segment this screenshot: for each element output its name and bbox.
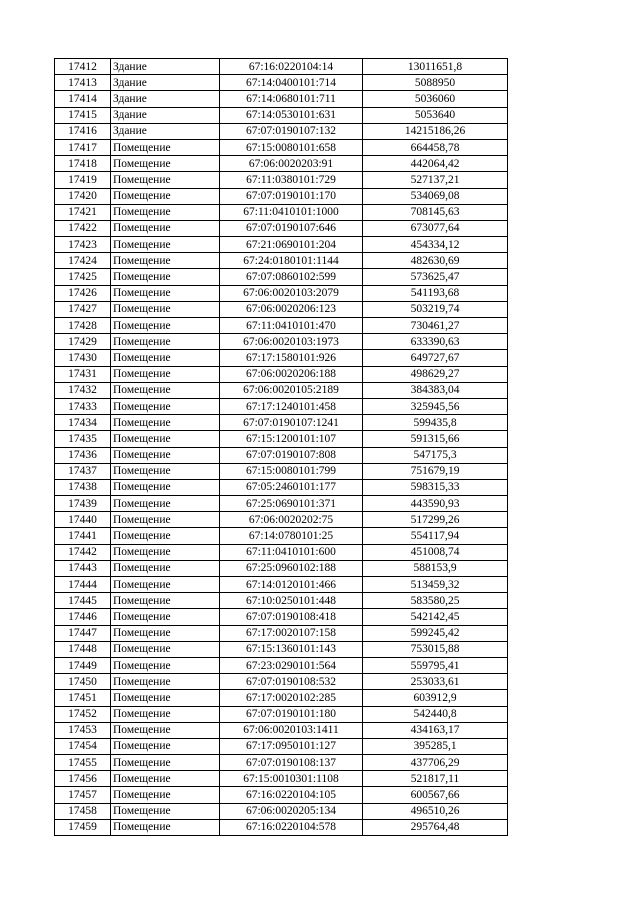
row-number-cell: 17437: [55, 463, 111, 479]
table-row: [55, 237, 508, 253]
cadastral-value-cell: 591315,66: [363, 431, 508, 447]
object-type-cell: Помещение: [111, 803, 220, 819]
row-number-cell: 17453: [55, 722, 111, 738]
row-number-cell: 17432: [55, 382, 111, 398]
table-row: [55, 91, 508, 107]
table-row: [55, 431, 508, 447]
cadastral-value-cell: 598315,33: [363, 479, 508, 495]
object-type-cell: Помещение: [111, 738, 220, 754]
cadastral-number-cell: 67:11:0410101:470: [220, 318, 363, 334]
row-number-cell: 17457: [55, 787, 111, 803]
cadastral-value-cell: 496510,26: [363, 803, 508, 819]
cadastral-number-cell: 67:16:0220104:105: [220, 787, 363, 803]
cadastral-number-cell: 67:24:0180101:1144: [220, 253, 363, 269]
cadastral-number-cell: 67:21:0690101:204: [220, 237, 363, 253]
table-row: [55, 657, 508, 673]
table-row: [55, 528, 508, 544]
row-number-cell: 17430: [55, 350, 111, 366]
object-type-cell: Помещение: [111, 318, 220, 334]
table-row: [55, 204, 508, 220]
cadastral-value-cell: 14215186,26: [363, 123, 508, 139]
object-type-cell: Помещение: [111, 560, 220, 576]
cadastral-number-cell: 67:17:1240101:458: [220, 398, 363, 414]
table-row: [55, 107, 508, 123]
cadastral-value-cell: 295764,48: [363, 819, 508, 835]
table-row: [55, 75, 508, 91]
cadastral-number-cell: 67:14:0530101:631: [220, 107, 363, 123]
table-row: [55, 819, 508, 835]
object-type-cell: Помещение: [111, 366, 220, 382]
table-row: [55, 738, 508, 754]
cadastral-value-cell: 443590,93: [363, 496, 508, 512]
cadastral-value-cell: 583580,25: [363, 593, 508, 609]
table-row: [55, 544, 508, 560]
object-type-cell: Помещение: [111, 269, 220, 285]
table-row: [55, 301, 508, 317]
cadastral-number-cell: 67:17:0020107:158: [220, 625, 363, 641]
cadastral-number-cell: 67:07:0190107:646: [220, 220, 363, 236]
cadastral-value-cell: 730461,27: [363, 318, 508, 334]
object-type-cell: Помещение: [111, 447, 220, 463]
table-row: [55, 690, 508, 706]
cadastral-number-cell: 67:16:0220104:578: [220, 819, 363, 835]
row-number-cell: 17440: [55, 512, 111, 528]
row-number-cell: 17447: [55, 625, 111, 641]
row-number-cell: 17435: [55, 431, 111, 447]
cadastral-number-cell: 67:16:0220104:14: [220, 59, 363, 75]
row-number-cell: 17454: [55, 738, 111, 754]
table-row: [55, 512, 508, 528]
object-type-cell: Помещение: [111, 479, 220, 495]
cadastral-number-cell: 67:17:0950101:127: [220, 738, 363, 754]
table-row: [55, 560, 508, 576]
object-type-cell: Помещение: [111, 350, 220, 366]
table-row: [55, 382, 508, 398]
cadastral-number-cell: 67:07:0190107:132: [220, 123, 363, 139]
row-number-cell: 17445: [55, 593, 111, 609]
row-number-cell: 17421: [55, 204, 111, 220]
cadastral-value-cell: 708145,63: [363, 204, 508, 220]
cadastral-value-cell: 541193,68: [363, 285, 508, 301]
row-number-cell: 17433: [55, 398, 111, 414]
row-number-cell: 17455: [55, 755, 111, 771]
object-type-cell: Помещение: [111, 156, 220, 172]
object-type-cell: Помещение: [111, 722, 220, 738]
cadastral-value-cell: 503219,74: [363, 301, 508, 317]
table-row: [55, 755, 508, 771]
cadastral-value-cell: 498629,27: [363, 366, 508, 382]
cadastral-number-cell: 67:07:0190101:170: [220, 188, 363, 204]
row-number-cell: 17428: [55, 318, 111, 334]
object-type-cell: Здание: [111, 91, 220, 107]
cadastral-number-cell: 67:07:0190108:532: [220, 674, 363, 690]
object-type-cell: Помещение: [111, 544, 220, 560]
cadastral-number-cell: 67:07:0190108:137: [220, 755, 363, 771]
row-number-cell: 17419: [55, 172, 111, 188]
cadastral-value-cell: 442064,42: [363, 156, 508, 172]
cadastral-number-cell: 67:06:0020103:1411: [220, 722, 363, 738]
cadastral-value-cell: 451008,74: [363, 544, 508, 560]
cadastral-number-cell: 67:05:2460101:177: [220, 479, 363, 495]
table-row: [55, 415, 508, 431]
object-type-cell: Помещение: [111, 512, 220, 528]
cadastral-value-cell: 5053640: [363, 107, 508, 123]
table-row: [55, 334, 508, 350]
object-type-cell: Помещение: [111, 220, 220, 236]
table-row: [55, 674, 508, 690]
cadastral-number-cell: 67:06:0020203:91: [220, 156, 363, 172]
row-number-cell: 17423: [55, 237, 111, 253]
table-row: [55, 188, 508, 204]
object-type-cell: Помещение: [111, 334, 220, 350]
row-number-cell: 17418: [55, 156, 111, 172]
table-row: [55, 269, 508, 285]
cadastral-number-cell: 67:06:0020206:123: [220, 301, 363, 317]
cadastral-value-table: [54, 58, 508, 836]
object-type-cell: Здание: [111, 123, 220, 139]
row-number-cell: 17425: [55, 269, 111, 285]
object-type-cell: Помещение: [111, 609, 220, 625]
cadastral-value-cell: 664458,78: [363, 139, 508, 155]
cadastral-value-cell: 395285,1: [363, 738, 508, 754]
object-type-cell: Помещение: [111, 188, 220, 204]
cadastral-number-cell: 67:11:0410101:1000: [220, 204, 363, 220]
cadastral-number-cell: 67:17:0020102:285: [220, 690, 363, 706]
row-number-cell: 17449: [55, 657, 111, 673]
cadastral-value-cell: 517299,26: [363, 512, 508, 528]
row-number-cell: 17436: [55, 447, 111, 463]
row-number-cell: 17424: [55, 253, 111, 269]
row-number-cell: 17452: [55, 706, 111, 722]
cadastral-value-cell: 542142,45: [363, 609, 508, 625]
cadastral-number-cell: 67:15:1360101:143: [220, 641, 363, 657]
cadastral-number-cell: 67:06:0020206:188: [220, 366, 363, 382]
row-number-cell: 17441: [55, 528, 111, 544]
row-number-cell: 17412: [55, 59, 111, 75]
cadastral-value-cell: 599435,8: [363, 415, 508, 431]
cadastral-value-cell: 5036060: [363, 91, 508, 107]
row-number-cell: 17417: [55, 139, 111, 155]
cadastral-number-cell: 67:15:0080101:658: [220, 139, 363, 155]
object-type-cell: Помещение: [111, 172, 220, 188]
cadastral-value-cell: 633390,63: [363, 334, 508, 350]
cadastral-value-cell: 573625,47: [363, 269, 508, 285]
row-number-cell: 17434: [55, 415, 111, 431]
row-number-cell: 17459: [55, 819, 111, 835]
object-type-cell: Помещение: [111, 463, 220, 479]
object-type-cell: Помещение: [111, 528, 220, 544]
object-type-cell: Помещение: [111, 237, 220, 253]
cadastral-number-cell: 67:15:1200101:107: [220, 431, 363, 447]
row-number-cell: 17456: [55, 771, 111, 787]
table-row: [55, 479, 508, 495]
object-type-cell: Помещение: [111, 398, 220, 414]
cadastral-number-cell: 67:17:1580101:926: [220, 350, 363, 366]
cadastral-value-cell: 253033,61: [363, 674, 508, 690]
row-number-cell: 17416: [55, 123, 111, 139]
cadastral-value-cell: 325945,56: [363, 398, 508, 414]
object-type-cell: Помещение: [111, 285, 220, 301]
row-number-cell: 17414: [55, 91, 111, 107]
table-row: [55, 398, 508, 414]
cadastral-value-cell: 527137,21: [363, 172, 508, 188]
cadastral-value-cell: 5088950: [363, 75, 508, 91]
table-row: [55, 350, 508, 366]
object-type-cell: Здание: [111, 75, 220, 91]
cadastral-value-cell: 554117,94: [363, 528, 508, 544]
table-row: [55, 59, 508, 75]
cadastral-number-cell: 67:06:0020205:134: [220, 803, 363, 819]
cadastral-number-cell: 67:23:0290101:564: [220, 657, 363, 673]
cadastral-number-cell: 67:06:0020103:1973: [220, 334, 363, 350]
object-type-cell: Помещение: [111, 819, 220, 835]
object-type-cell: Помещение: [111, 674, 220, 690]
cadastral-number-cell: 67:11:0380101:729: [220, 172, 363, 188]
cadastral-value-cell: 673077,64: [363, 220, 508, 236]
object-type-cell: Помещение: [111, 755, 220, 771]
row-number-cell: 17438: [55, 479, 111, 495]
table-row: [55, 641, 508, 657]
cadastral-number-cell: 67:25:0690101:371: [220, 496, 363, 512]
object-type-cell: Здание: [111, 59, 220, 75]
table-row: [55, 463, 508, 479]
table-row: [55, 156, 508, 172]
table-row: [55, 366, 508, 382]
object-type-cell: Помещение: [111, 415, 220, 431]
cadastral-number-cell: 67:25:0960102:188: [220, 560, 363, 576]
cadastral-number-cell: 67:14:0780101:25: [220, 528, 363, 544]
row-number-cell: 17427: [55, 301, 111, 317]
table-row: [55, 706, 508, 722]
cadastral-value-cell: 649727,67: [363, 350, 508, 366]
cadastral-number-cell: 67:14:0680101:711: [220, 91, 363, 107]
object-type-cell: Помещение: [111, 204, 220, 220]
row-number-cell: 17420: [55, 188, 111, 204]
cadastral-number-cell: 67:15:0010301:1108: [220, 771, 363, 787]
object-type-cell: Помещение: [111, 301, 220, 317]
cadastral-value-cell: 437706,29: [363, 755, 508, 771]
object-type-cell: Помещение: [111, 496, 220, 512]
cadastral-value-cell: 13011651,8: [363, 59, 508, 75]
object-type-cell: Помещение: [111, 593, 220, 609]
cadastral-number-cell: 67:07:0860102:599: [220, 269, 363, 285]
cadastral-value-cell: 588153,9: [363, 560, 508, 576]
cadastral-number-cell: 67:14:0120101:466: [220, 577, 363, 593]
cadastral-number-cell: 67:11:0410101:600: [220, 544, 363, 560]
cadastral-number-cell: 67:07:0190107:1241: [220, 415, 363, 431]
table-row: [55, 139, 508, 155]
cadastral-value-cell: 513459,32: [363, 577, 508, 593]
object-type-cell: Помещение: [111, 577, 220, 593]
cadastral-value-cell: 521817,11: [363, 771, 508, 787]
row-number-cell: 17431: [55, 366, 111, 382]
table-row: [55, 220, 508, 236]
row-number-cell: 17448: [55, 641, 111, 657]
cadastral-number-cell: 67:07:0190108:418: [220, 609, 363, 625]
row-number-cell: 17429: [55, 334, 111, 350]
cadastral-number-cell: 67:15:0080101:799: [220, 463, 363, 479]
object-type-cell: Помещение: [111, 139, 220, 155]
cadastral-value-cell: 753015,88: [363, 641, 508, 657]
cadastral-value-cell: 454334,12: [363, 237, 508, 253]
row-number-cell: 17458: [55, 803, 111, 819]
cadastral-value-cell: 482630,69: [363, 253, 508, 269]
cadastral-value-cell: 600567,66: [363, 787, 508, 803]
cadastral-value-cell: 603912,9: [363, 690, 508, 706]
row-number-cell: 17442: [55, 544, 111, 560]
table-row: [55, 172, 508, 188]
cadastral-value-cell: 434163,17: [363, 722, 508, 738]
row-number-cell: 17415: [55, 107, 111, 123]
cadastral-number-cell: 67:14:0400101:714: [220, 75, 363, 91]
cadastral-value-cell: 751679,19: [363, 463, 508, 479]
object-type-cell: Помещение: [111, 641, 220, 657]
table-row: [55, 787, 508, 803]
table-row: [55, 496, 508, 512]
cadastral-value-cell: 547175,3: [363, 447, 508, 463]
table-row: [55, 285, 508, 301]
table-row: [55, 625, 508, 641]
row-number-cell: 17446: [55, 609, 111, 625]
row-number-cell: 17422: [55, 220, 111, 236]
table-row: [55, 123, 508, 139]
table-row: [55, 722, 508, 738]
object-type-cell: Помещение: [111, 625, 220, 641]
table-row: [55, 771, 508, 787]
table-row: [55, 593, 508, 609]
row-number-cell: 17439: [55, 496, 111, 512]
object-type-cell: Помещение: [111, 706, 220, 722]
object-type-cell: Помещение: [111, 690, 220, 706]
table-row: [55, 803, 508, 819]
table-row: [55, 318, 508, 334]
cadastral-value-cell: 559795,41: [363, 657, 508, 673]
cadastral-number-cell: 67:06:0020103:2079: [220, 285, 363, 301]
object-type-cell: Помещение: [111, 771, 220, 787]
cadastral-number-cell: 67:07:0190107:808: [220, 447, 363, 463]
cadastral-number-cell: 67:06:0020202:75: [220, 512, 363, 528]
row-number-cell: 17443: [55, 560, 111, 576]
cadastral-number-cell: 67:07:0190101:180: [220, 706, 363, 722]
object-type-cell: Помещение: [111, 382, 220, 398]
cadastral-value-cell: 384383,04: [363, 382, 508, 398]
object-type-cell: Помещение: [111, 253, 220, 269]
cadastral-number-cell: 67:10:0250101:448: [220, 593, 363, 609]
row-number-cell: 17413: [55, 75, 111, 91]
row-number-cell: 17450: [55, 674, 111, 690]
table-row: [55, 447, 508, 463]
row-number-cell: 17451: [55, 690, 111, 706]
table-body: [55, 59, 508, 836]
object-type-cell: Здание: [111, 107, 220, 123]
row-number-cell: 17426: [55, 285, 111, 301]
table-row: [55, 577, 508, 593]
row-number-cell: 17444: [55, 577, 111, 593]
table-row: [55, 253, 508, 269]
cadastral-value-cell: 542440,8: [363, 706, 508, 722]
table-row: [55, 609, 508, 625]
object-type-cell: Помещение: [111, 787, 220, 803]
object-type-cell: Помещение: [111, 431, 220, 447]
object-type-cell: Помещение: [111, 657, 220, 673]
cadastral-number-cell: 67:06:0020105:2189: [220, 382, 363, 398]
cadastral-value-cell: 599245,42: [363, 625, 508, 641]
cadastral-value-cell: 534069,08: [363, 188, 508, 204]
